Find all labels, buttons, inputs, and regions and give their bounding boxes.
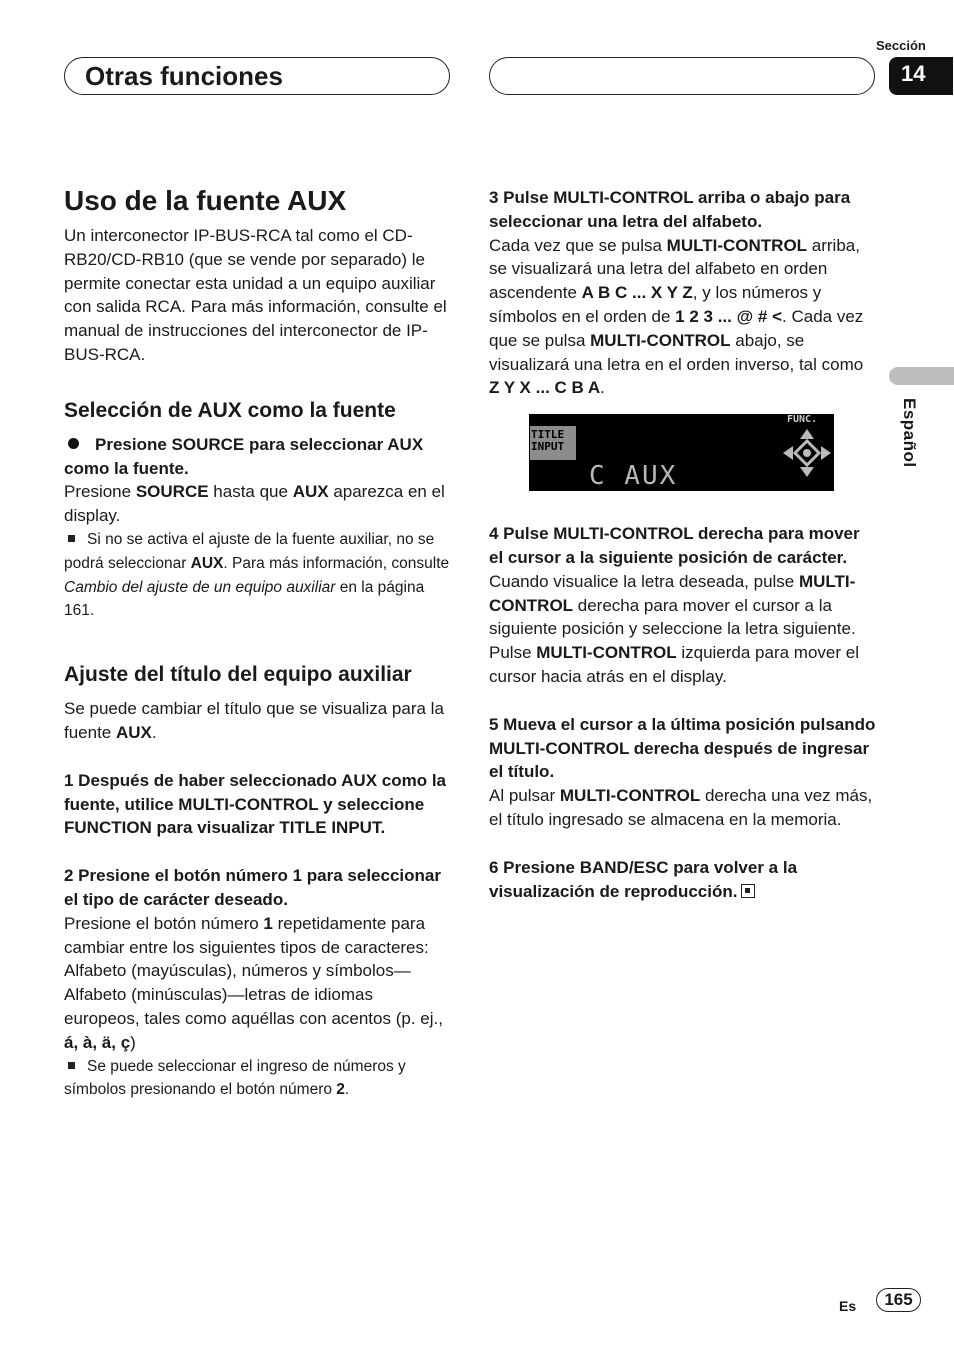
func-indicator: FUNC. (787, 414, 818, 426)
step-2-body: Presione el botón número 1 repetidamente para cambiar entre los siguientes tipos de caracteres: (64, 913, 429, 957)
section-heading-select-aux: Selección de AUX como la fuente (64, 398, 396, 422)
step-6: 6 Presione BAND/ESC para volver a la visualización de reproducción. (489, 857, 798, 901)
step-5: 5 Mueva el cursor a la última posición pulsando MULTI-CONTROL derecha después de ingresar el título. (489, 714, 876, 782)
footer-language-code: Es (839, 1298, 857, 1314)
step-2: 2 Presione el botón número 1 para seleccionar el tipo de carácter deseado. (64, 866, 441, 909)
main-heading: Uso de la fuente AUX (64, 185, 347, 216)
page-number: 165 (876, 1288, 921, 1312)
right-column (489, 186, 877, 903)
left-column (64, 184, 452, 1102)
cross-reference: Cambio del ajuste de un equipo auxiliar (64, 578, 336, 596)
language-tab-marker (889, 367, 954, 385)
bullet-instruction (64, 433, 452, 481)
display-main-text: C AUX (589, 461, 678, 492)
dpad-icon (781, 427, 833, 479)
note-square-icon (68, 535, 75, 542)
bullet-icon (68, 438, 79, 449)
section-number-badge: 14 (889, 57, 953, 95)
step-4: 4 Pulse MULTI-CONTROL derecha para mover el cursor a la siguiente posición de carácter. (489, 524, 860, 567)
language-label: Español (900, 398, 919, 468)
chapter-title: Otras funciones (85, 61, 283, 91)
step-3-body: Cada vez que se pulsa MULTI-CONTROL arriba, se visualizará una letra del alfabeto en orden ascendente A B C ... X Y Z, y los números y símbolos en el orden de 1 2 3 ... @ # <. Cada vez que se pulsa MULTI-CONTROL abajo, se visualizará una letra en el orden inverso, tal como Z Y X ... C B A. (489, 235, 864, 398)
select-aux-note: Si no se activa el ajuste de la fuente auxiliar, no se podrá seleccionar AUX. Para más información, consulte Cambio del ajuste de un equipo auxiliar en la página 161. (64, 530, 450, 620)
intro-paragraph: Un interconector IP-BUS-RCA tal como el CD-RB20/CD-RB10 (que se vende por separado) le permite conectar esta unidad a un equipo auxiliar con salida RCA. Para más información, consulte el manual de instrucciones del interconector de IP-BUS-RCA. (64, 226, 447, 364)
section-heading-title-adjust: Ajuste del título del equipo auxiliar (64, 663, 412, 687)
title-adjust-body: Se puede cambiar el título que se visualiza para la fuente AUX. (64, 699, 444, 742)
title-input-badge: TITLE INPUT (530, 426, 576, 460)
end-of-section-icon (741, 884, 755, 898)
step-4-body: Cuando visualice la letra deseada, pulse MULTI-CONTROL derecha para mover el cursor a la siguiente posición y seleccione la letra siguiente. Pulse MULTI-CONTROL izquierda para mover el cursor hacia atrás en el display. (489, 571, 859, 686)
step-1: 1 Después de haber seleccionado AUX como la fuente, utilice MULTI-CONTROL y seleccione FUNCTION para visualizar TITLE INPUT. (64, 770, 447, 838)
step-5-body: Al pulsar MULTI-CONTROL derecha una vez más, el título ingresado se almacena en la memoria. (489, 786, 873, 829)
step-3: 3 Pulse MULTI-CONTROL arriba o abajo para seleccionar una letra del alfabeto. (489, 188, 851, 231)
step-2-types: Alfabeto (mayúsculas), números y símbolos—Alfabeto (minúsculas)—letras de idiomas europeos, tales como aquéllas con acentos (p. ej., á, à, ä, ç) (64, 961, 443, 1052)
select-aux-body: Presione SOURCE hasta que AUX aparezca en el display. (64, 482, 445, 526)
header-title-pill (64, 57, 450, 95)
step-2-note: Se puede seleccionar el ingreso de números y símbolos presionando el botón número 2. (64, 1057, 406, 1099)
bullet-text: Presione SOURCE para seleccionar AUX como la fuente. (64, 434, 424, 478)
section-label: Sección (876, 38, 926, 53)
note-square-icon (68, 1062, 75, 1069)
lcd-display-illustration (529, 414, 834, 491)
header-blank-pill (489, 57, 875, 95)
